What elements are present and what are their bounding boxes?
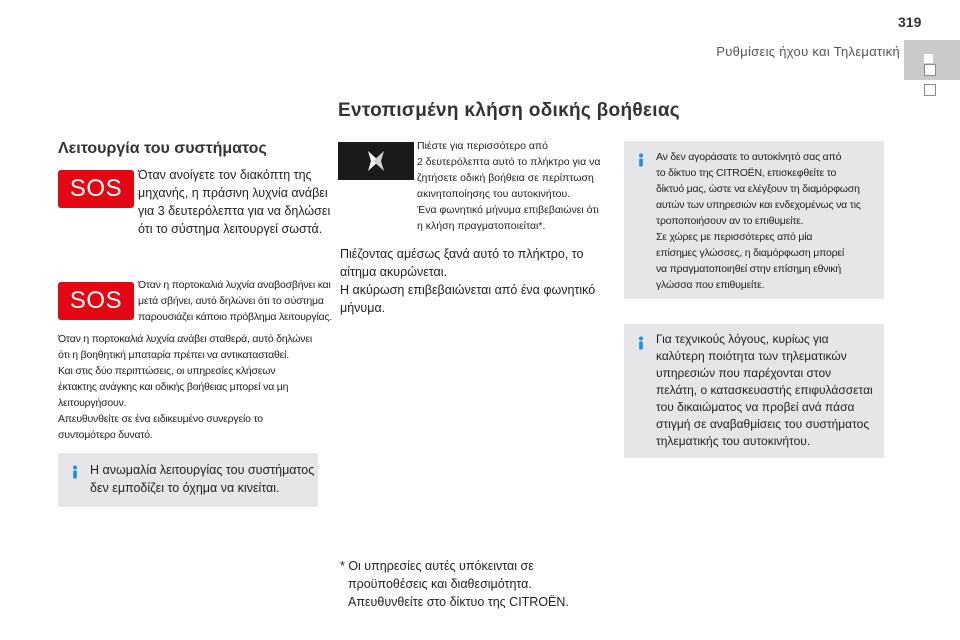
text-line: υπηρεσιών που παρέχονται στον — [656, 366, 832, 380]
page-number: 319 — [898, 14, 922, 30]
paragraph-flashing — [138, 277, 332, 325]
text-line: τροποποιήσουν αν το επιθυμείτε. — [656, 215, 804, 227]
text-line: Πιέστε για περισσότερο από — [417, 140, 548, 152]
text-line: Και στις δύο περιπτώσεις, οι υπηρεσίες κλήσεων — [58, 365, 276, 377]
tab-square-icon — [924, 54, 933, 63]
text-line: Όταν η πορτοκαλιά λυχνία αναβοσβήνει και — [138, 279, 331, 291]
text-line: ότι η βοηθητική μπαταρία πρέπει να αντικατασταθεί. — [58, 349, 290, 361]
sos-orange-led-icon — [58, 282, 134, 320]
text-line: Σε χώρες με περισσότερες από μία — [656, 231, 813, 243]
text-line: 2 δευτερόλεπτα αυτό το πλήκτρο για να — [417, 156, 601, 168]
info-icon — [635, 336, 647, 350]
info-box-network — [624, 141, 884, 299]
info-text — [656, 149, 861, 293]
info-text — [656, 331, 873, 450]
text-line: έκτακτης ανάγκης και οδικής βοήθειας μπορεί να μη — [58, 381, 289, 393]
text-line: ακινητοποίησης του αυτοκινήτου. — [417, 188, 571, 200]
sos-label: SOS — [69, 175, 123, 202]
text-line: Η ανωμαλία λειτουργίας του συστήματος — [90, 463, 315, 477]
ds-logo-button-icon — [338, 142, 414, 180]
paragraph-cancel — [340, 245, 595, 317]
info-icon — [69, 465, 81, 479]
sos-label: SOS — [69, 287, 123, 314]
info-box-malfunction — [58, 453, 318, 507]
text-line: Η ακύρωση επιβεβαιώνεται από ένα φωνητικό — [340, 283, 596, 297]
chapter-title: Ρυθμίσεις ήχου και Τηλεματική — [716, 44, 900, 59]
paragraph-startup — [138, 166, 330, 238]
text-line: παρουσιάζει κάποιο πρόβλημα λειτουργίας. — [138, 311, 333, 323]
text-line: μετά σβήνει, αυτό δηλώνει ότι το σύστημα — [138, 295, 324, 307]
text-line: Ένα φωνητικό μήνυμα επιβεβαιώνει ότι — [417, 204, 599, 216]
text-line: επίσημες γλώσσες, η διαμόρφωση μπορεί — [656, 247, 845, 259]
text-line: Για τεχνικούς λόγους, κυρίως για — [656, 332, 829, 346]
text-line: δεν εμποδίζει το όχημα να κινείται. — [90, 481, 280, 495]
info-text — [90, 461, 314, 497]
text-line: η κλήση πραγματοποιείται*. — [417, 220, 546, 232]
text-line: αυτών των υπηρεσιών και ενδεχομένως να τις — [656, 199, 861, 211]
chapter-tab[interactable] — [924, 84, 936, 96]
text-line: Αν δεν αγοράσατε το αυτοκίνητό σας από — [656, 151, 842, 163]
text-line: συντομότερο δυνατό. — [58, 429, 153, 441]
text-line: τηλεματικής του αυτοκινήτου. — [656, 434, 811, 448]
text-line: μηχανής, η πράσινη λυχνία ανάβει — [138, 186, 328, 200]
text-line: στιγμή σε αναβαθμίσεις του συστήματος — [656, 417, 870, 431]
text-line: Όταν η πορτοκαλιά λυχνία ανάβει σταθερά, αυτό δηλώνει — [58, 333, 312, 345]
text-line: ότι το σύστημα λειτουργεί σωστά. — [138, 222, 323, 236]
text-line: για 3 δευτερόλεπτα για να δηλώσει — [138, 204, 331, 218]
text-line: γλώσσα που επιθυμείτε. — [656, 279, 765, 291]
paragraph-battery — [58, 331, 312, 443]
footnote — [340, 557, 569, 611]
text-line: πελάτη, ο κατασκευαστής επιφυλάσσεται — [656, 383, 873, 397]
text-line: λειτουργήσουν. — [58, 397, 127, 409]
text-line: ζητήσετε οδική βοήθεια σε περίπτωση — [417, 172, 594, 184]
text-line: * Οι υπηρεσίες αυτές υπόκεινται σε — [340, 559, 534, 573]
paragraph-press-button — [417, 138, 600, 234]
info-icon — [635, 153, 647, 167]
ds-logo-icon — [338, 142, 414, 180]
info-box-technical — [624, 324, 884, 458]
chapter-tab[interactable] — [924, 64, 936, 76]
text-line: το δίκτυο της CITROËN, επισκεφθείτε το — [656, 167, 837, 179]
text-line: προϋποθέσεις και διαθεσιμότητα. — [348, 577, 532, 591]
sos-green-led-icon — [58, 170, 134, 208]
page-title: Εντοπισμένη κλήση οδικής βοήθειας — [338, 100, 680, 121]
section-title: Λειτουργία του συστήματος — [58, 140, 267, 157]
text-line: καλύτερη ποιότητα των τηλεματικών — [656, 349, 847, 363]
text-line: μήνυμα. — [340, 301, 386, 315]
text-line: να πραγματοποιηθεί στην επίσημη εθνική — [656, 263, 842, 275]
text-line: Πιέζοντας αμέσως ξανά αυτό το πλήκτρο, το — [340, 247, 584, 261]
text-line: Όταν ανοίγετε τον διακόπτη της — [138, 168, 312, 182]
text-line: Απευθυνθείτε στο δίκτυο της CITROËN. — [348, 595, 569, 609]
text-line: αίτημα ακυρώνεται. — [340, 265, 448, 279]
text-line: του δικαιώματος να προβεί ανά πάσα — [656, 400, 855, 414]
text-line: Απευθυνθείτε σε ένα ειδικευμένο συνεργείο το — [58, 413, 263, 425]
text-line: δίκτυό μας, ώστε να ελέγξουν τη διαμόρφωση — [656, 183, 860, 195]
